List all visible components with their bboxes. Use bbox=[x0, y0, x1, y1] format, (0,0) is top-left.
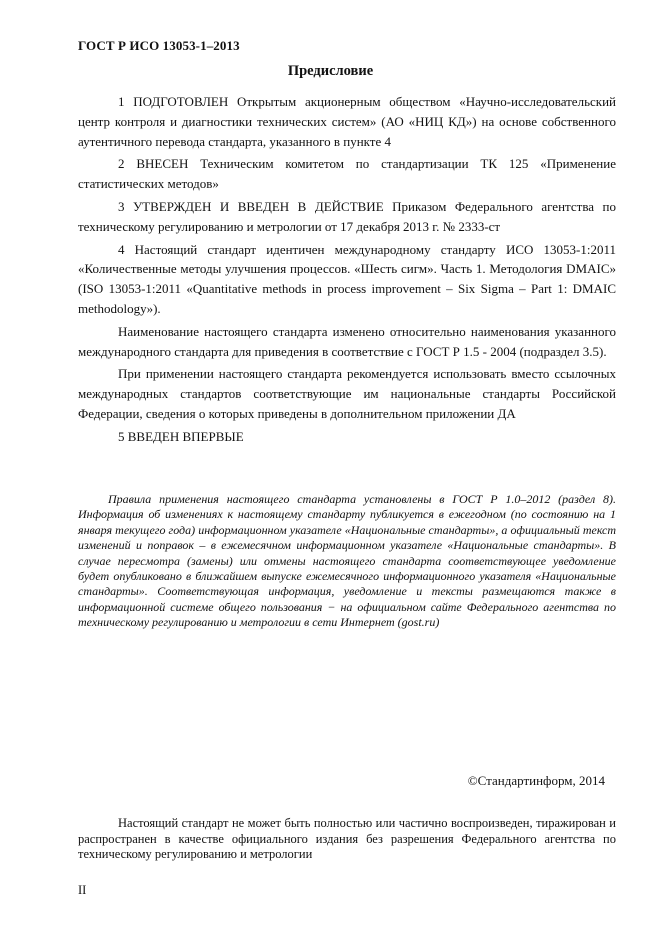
copyright-text: ©Стандартинформ, 2014 bbox=[467, 773, 605, 788]
paragraph-identical-standard: 4 Настоящий стандарт идентичен международному стандарту ИСО 13053-1:2011 «Количественные методы улучшения процессов. «Шесть сигм». Часть 1. Методология DMAIC» (ISO 13053-1:2011 «Quantitative methods in process improvement – Six Sigma – Part 1: DMAIC methodology»). bbox=[78, 241, 616, 316]
info-notice: Правила применения настоящего стандарта установлены в ГОСТ Р 1.0–2012 (раздел 8). Информация об изменениях к настоящему стандарту публикуется в ежегодном (по состоянию на 1 января текущего года) информационном указателе «Национальные стандарты», а официальный текст изменений и поправок – в ежемесячном информационном указателе «Национальные стандарты». В случае пересмотра (замены) или отмены настоящего стандарта соответствующее уведомление будет опубликовано в ближайшем выпуске ежемесячного информационного указателя «Национальные стандарты». Соответствующая информация, уведомление и тексты размещаются также в информационной системе общего пользования − на официальном сайте Федерального агентства по техническому регулированию и метрологии в сети Интернет (gost.ru) bbox=[78, 492, 616, 630]
page-title: Предисловие bbox=[287, 63, 374, 79]
page-number: II bbox=[78, 883, 87, 897]
reproduction-notice: Настоящий стандарт не может быть полностью или частично воспроизведен, тиражирован и распространен в качестве официального издания без разрешения Федерального агентства по техническому регулированию и метрологии bbox=[78, 816, 616, 862]
paragraph-name-change: Наименование настоящего стандарта изменено относительно наименования указанного международного стандарта для приведения в соответствие с ГОСТ Р 1.5 - 2004 (подраздел 3.5). bbox=[78, 323, 616, 359]
paragraph-reference-standards: При применении настоящего стандарта рекомендуется использовать вместо ссылочных международных стандартов соответствующие им национальные стандарты Российской Федерации, сведения о которых приведены в дополнительном приложении ДА bbox=[78, 366, 616, 421]
foreword-body bbox=[78, 92, 616, 450]
paragraph-submitted-by: 2 ВНЕСЕН Техническим комитетом по стандартизации ТК 125 «Применение статистических методов» bbox=[78, 156, 616, 192]
document-header-code: ГОСТ Р ИСО 13053-1–2013 bbox=[78, 38, 240, 53]
paragraph-first-introduced: 5 ВВЕДЕН ВПЕРВЫЕ bbox=[118, 428, 244, 444]
paragraph-approved: 3 УТВЕРЖДЕН И ВВЕДЕН В ДЕЙСТВИЕ Приказом Федерального агентства по техническому регулированию и метрологии от 17 декабря 2013 г. № 2333-ст bbox=[78, 198, 616, 234]
paragraph-prepared-by: 1 ПОДГОТОВЛЕН Открытым акционерным обществом «Научно-исследовательский центр контроля и диагностики технических систем» (АО «НИЦ КД») на основе собственного аутентичного перевода стандарта, указанного в пункте 4 bbox=[78, 94, 616, 149]
